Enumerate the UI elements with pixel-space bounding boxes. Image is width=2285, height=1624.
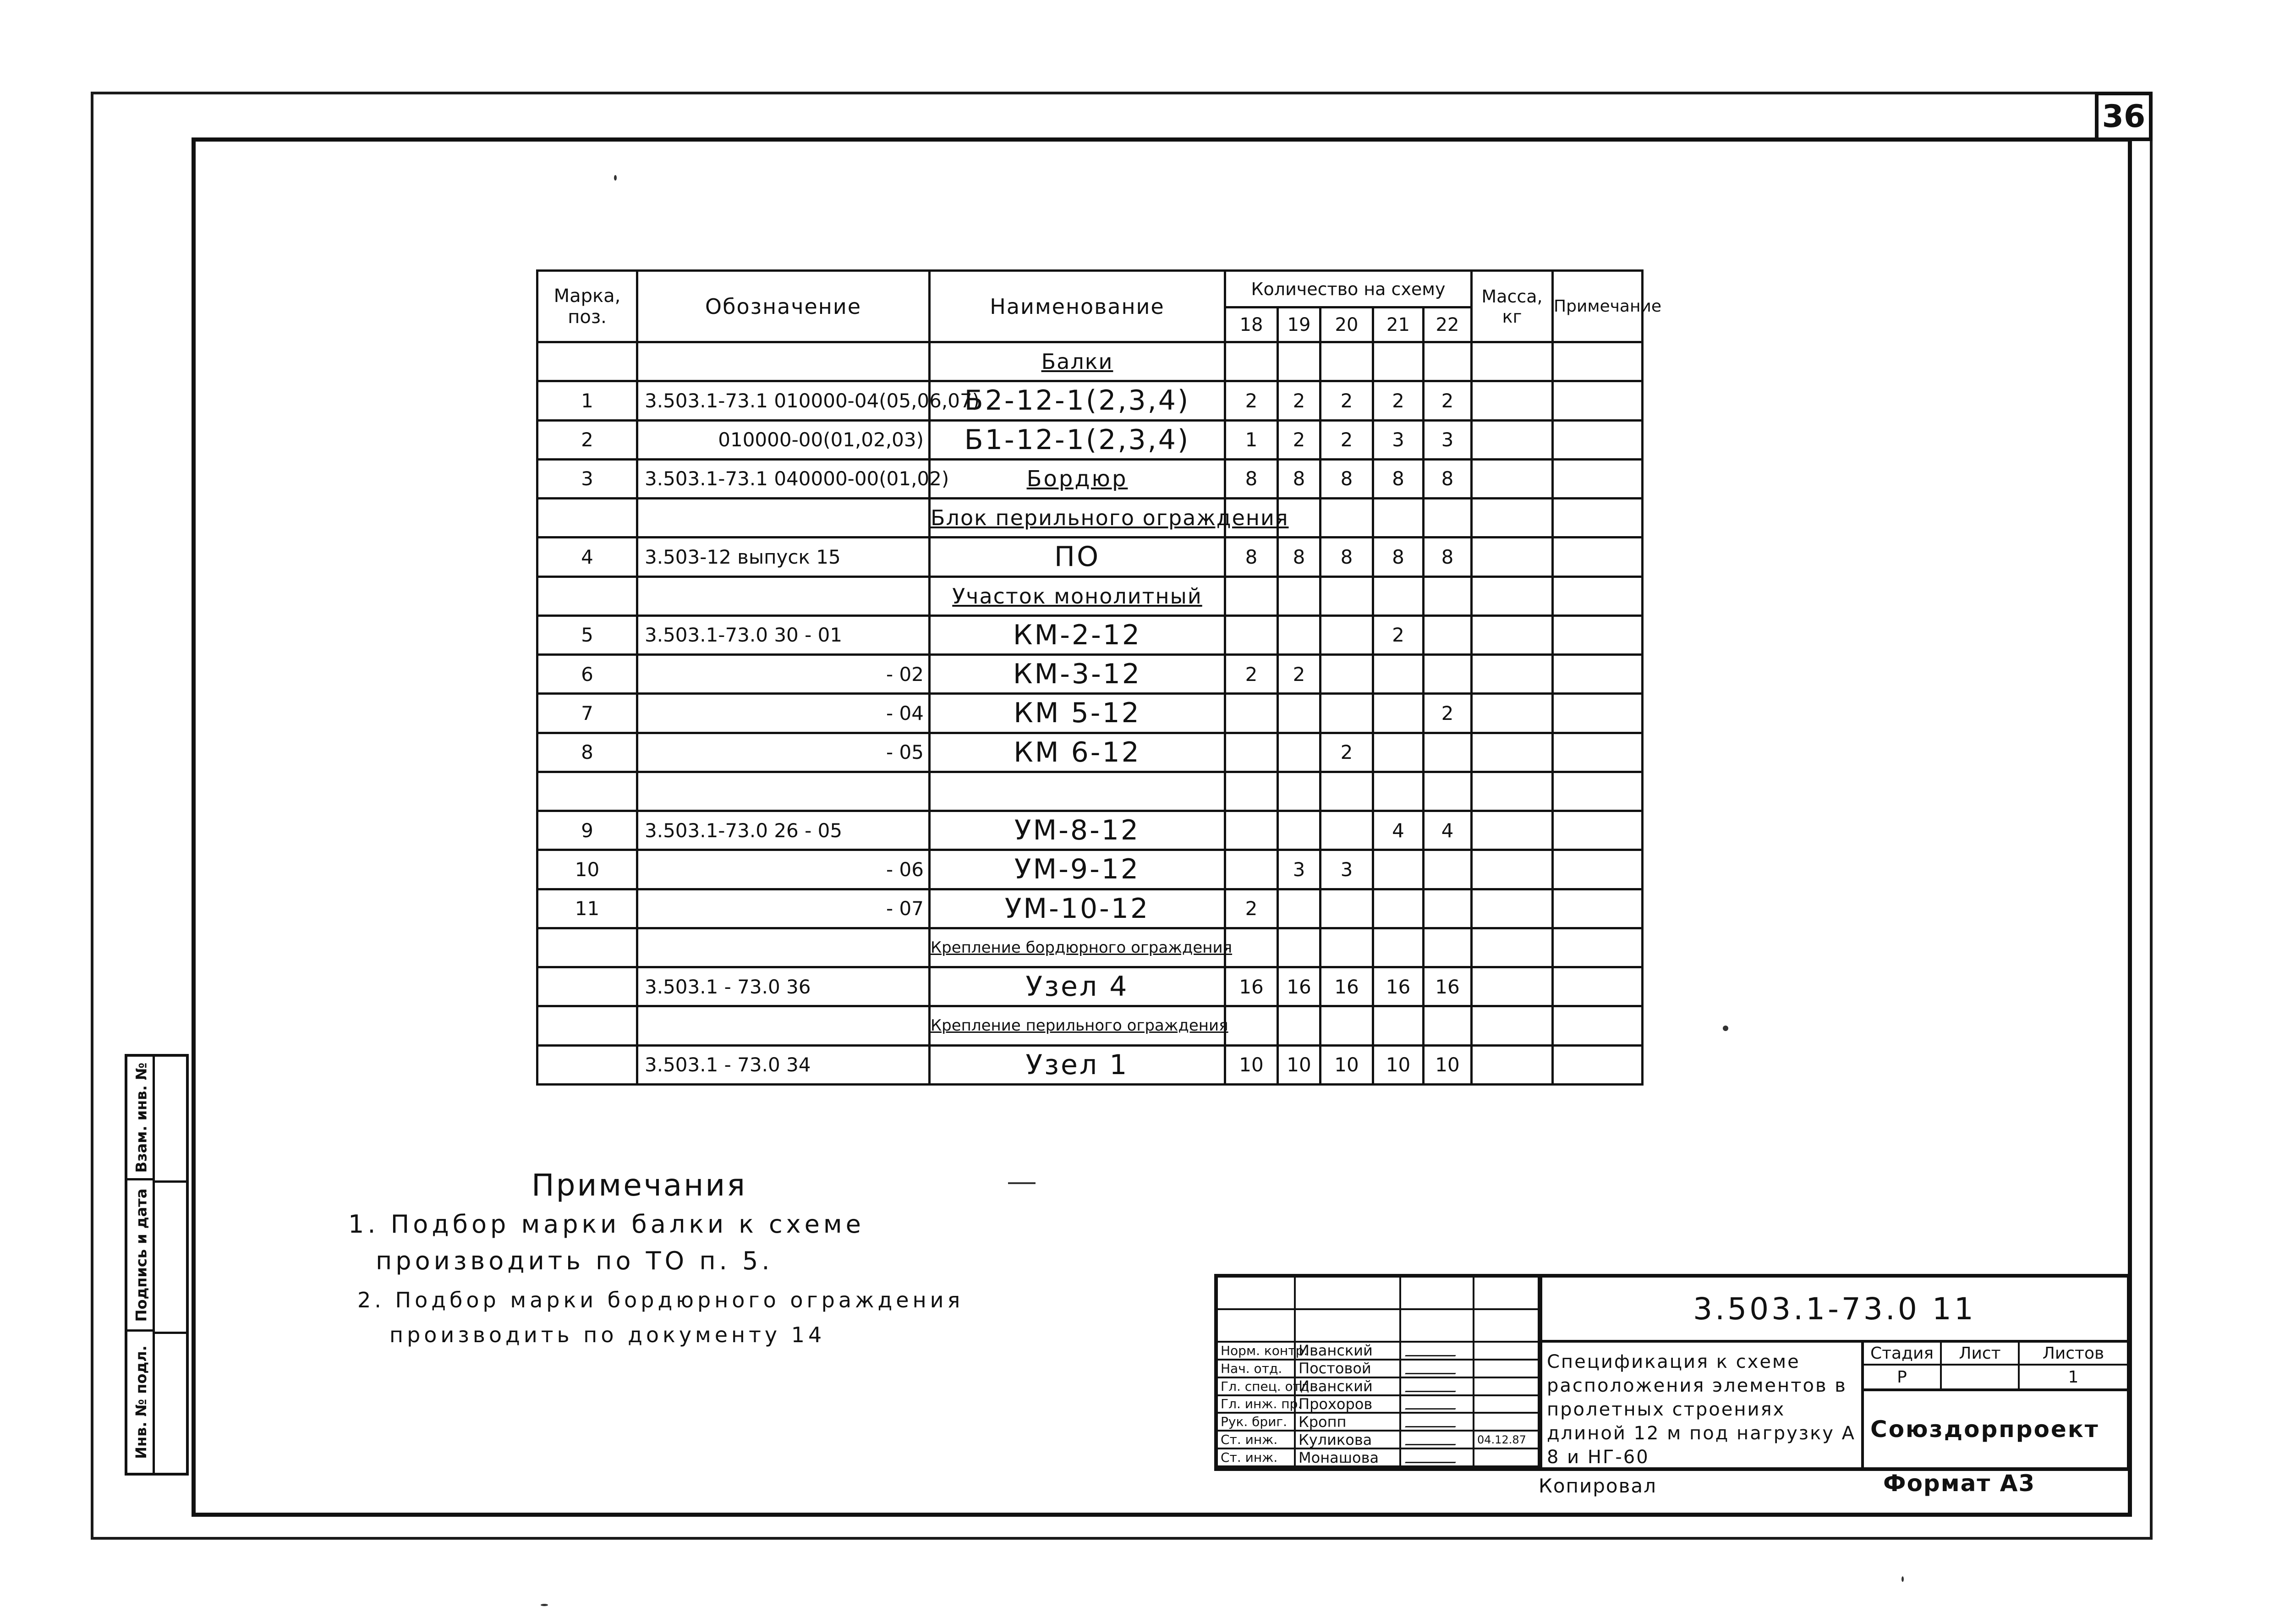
scan-speck bbox=[1901, 1576, 1904, 1582]
signature-row bbox=[1218, 1396, 1540, 1414]
signature-mark bbox=[1401, 1414, 1474, 1430]
note-line: 2. Подбор марки бордюрного ограждения bbox=[357, 1288, 964, 1312]
qty-cell bbox=[1424, 889, 1472, 928]
mass-cell bbox=[1472, 694, 1553, 733]
mass-cell bbox=[1472, 1045, 1553, 1084]
scan-speck bbox=[1723, 1026, 1728, 1031]
mark-cell: 10 bbox=[537, 850, 637, 889]
mark-cell: 6 bbox=[537, 655, 637, 694]
designation-cell: - 06 bbox=[637, 850, 930, 889]
designation-cell: 010000-00(01,02,03) bbox=[637, 420, 930, 459]
mass-cell bbox=[1472, 615, 1553, 654]
qty-cell bbox=[1321, 928, 1373, 967]
sheets-label: Листов bbox=[2020, 1343, 2127, 1366]
note-cell bbox=[1553, 1006, 1643, 1045]
name-cell: Бордюр bbox=[930, 459, 1225, 498]
qty-cell bbox=[1424, 928, 1472, 967]
name-cell: УМ-9-12 bbox=[930, 850, 1225, 889]
note-cell bbox=[1553, 850, 1643, 889]
qty-cell: 2 bbox=[1225, 655, 1278, 694]
empty-cell bbox=[537, 772, 637, 811]
header-quantity: Количество на схему bbox=[1225, 271, 1472, 307]
signature-mark bbox=[1401, 1343, 1474, 1359]
qty-cell: 8 bbox=[1278, 459, 1321, 498]
signature-row bbox=[1218, 1414, 1540, 1432]
qty-cell bbox=[1373, 694, 1424, 733]
qty-cell bbox=[1321, 694, 1373, 733]
signature-mark bbox=[1401, 1361, 1474, 1377]
mass-cell bbox=[1472, 967, 1553, 1006]
section-title: Блок перильного ограждения bbox=[930, 499, 1225, 538]
handwritten-signature bbox=[1405, 1345, 1461, 1356]
qty-cell: 3 bbox=[1278, 850, 1321, 889]
qty-cell: 1 bbox=[1225, 420, 1278, 459]
handwritten-signature bbox=[1405, 1416, 1461, 1427]
mark-cell bbox=[537, 1045, 637, 1084]
designation-cell: - 02 bbox=[637, 655, 930, 694]
empty-cell bbox=[930, 772, 1225, 811]
designation-cell bbox=[637, 499, 930, 538]
signature-empty-row bbox=[1218, 1278, 1540, 1310]
qty-cell: 16 bbox=[1424, 967, 1472, 1006]
scan-speck bbox=[614, 175, 617, 181]
section-title: Участок монолитный bbox=[930, 576, 1225, 615]
signature-row bbox=[1218, 1361, 1540, 1378]
designation-cell bbox=[637, 576, 930, 615]
note-cell bbox=[1553, 381, 1643, 420]
signature-role: Нач. отд. bbox=[1218, 1361, 1296, 1377]
section-title: Балки bbox=[930, 342, 1225, 381]
qty-cell bbox=[1278, 1006, 1321, 1045]
stage-label: Стадия bbox=[1864, 1343, 1942, 1366]
name-cell: ПО bbox=[930, 538, 1225, 576]
qty-cell bbox=[1373, 499, 1424, 538]
mark-cell bbox=[537, 342, 637, 381]
mass-cell bbox=[1472, 459, 1553, 498]
mark-cell: 4 bbox=[537, 538, 637, 576]
mass-cell bbox=[1472, 499, 1553, 538]
qty-cell bbox=[1278, 342, 1321, 381]
signature-empty-row bbox=[1218, 1310, 1540, 1343]
signature-row bbox=[1218, 1449, 1540, 1467]
qty-cell bbox=[1321, 576, 1373, 615]
qty-cell: 8 bbox=[1321, 538, 1373, 576]
signature-role: Норм. контр. bbox=[1218, 1343, 1296, 1359]
sheet-value bbox=[1942, 1366, 2020, 1388]
mark-cell: 7 bbox=[537, 694, 637, 733]
designation-cell: 3.503.1 - 73.0 36 bbox=[637, 967, 930, 1006]
empty-cell bbox=[1225, 772, 1278, 811]
scan-speck bbox=[1008, 1182, 1036, 1184]
designation-cell: 3.503.1 - 73.0 34 bbox=[637, 1045, 930, 1084]
table-row bbox=[537, 694, 1643, 733]
qty-cell: 16 bbox=[1225, 967, 1278, 1006]
qty-cell bbox=[1278, 928, 1321, 967]
qty-cell bbox=[1278, 694, 1321, 733]
qty-cell: 16 bbox=[1278, 967, 1321, 1006]
signature-name: Кропп bbox=[1296, 1414, 1401, 1430]
designation-cell bbox=[637, 342, 930, 381]
qty-cell: 2 bbox=[1278, 655, 1321, 694]
format-label: Формат А3 bbox=[1883, 1470, 2036, 1497]
signature-mark bbox=[1401, 1396, 1474, 1412]
qty-cell: 8 bbox=[1321, 459, 1373, 498]
qty-cell: 8 bbox=[1225, 459, 1278, 498]
header-designation: Обозначение bbox=[637, 271, 930, 342]
signature-mark bbox=[1401, 1432, 1474, 1448]
qty-cell: 4 bbox=[1424, 811, 1472, 850]
section-title: Крепление бордюрного ограждения bbox=[930, 928, 1225, 967]
qty-cell bbox=[1373, 655, 1424, 694]
qty-cell: 2 bbox=[1373, 615, 1424, 654]
qty-cell bbox=[1424, 655, 1472, 694]
name-cell: Б2-12-1(2,3,4) bbox=[930, 381, 1225, 420]
qty-cell bbox=[1278, 615, 1321, 654]
section-row bbox=[537, 499, 1643, 538]
mark-cell: 2 bbox=[537, 420, 637, 459]
name-cell: Б1-12-1(2,3,4) bbox=[930, 420, 1225, 459]
mark-cell: 1 bbox=[537, 381, 637, 420]
qty-cell: 16 bbox=[1373, 967, 1424, 1006]
signature-date bbox=[1474, 1343, 1540, 1359]
mark-cell bbox=[537, 499, 637, 538]
header-mark: Марка, поз. bbox=[537, 271, 637, 342]
signature-name: Прохоров bbox=[1296, 1396, 1401, 1412]
mass-cell bbox=[1472, 850, 1553, 889]
document-description: Спецификация к схеме расположения элементов в пролетных строениях длиной 12 м под нагрузку А 8 и НГ-60 bbox=[1540, 1343, 1864, 1467]
qty-cell bbox=[1321, 499, 1373, 538]
designation-cell: 3.503.1-73.1 040000-00(01,02) bbox=[637, 459, 930, 498]
mark-cell bbox=[537, 1006, 637, 1045]
empty-cell bbox=[1278, 772, 1321, 811]
designation-cell: 3.503-12 выпуск 15 bbox=[637, 538, 930, 576]
mark-cell: 3 bbox=[537, 459, 637, 498]
table-row bbox=[537, 811, 1643, 850]
qty-cell bbox=[1278, 889, 1321, 928]
qty-cell: 16 bbox=[1321, 967, 1373, 1006]
qty-cell: 2 bbox=[1424, 694, 1472, 733]
note-cell bbox=[1553, 694, 1643, 733]
qty-cell bbox=[1424, 733, 1472, 772]
mark-cell: 11 bbox=[537, 889, 637, 928]
qty-cell: 3 bbox=[1424, 420, 1472, 459]
qty-cell bbox=[1424, 615, 1472, 654]
header-scheme-22: 22 bbox=[1424, 307, 1472, 342]
name-cell: КМ 6-12 bbox=[930, 733, 1225, 772]
table-row bbox=[537, 381, 1643, 420]
note-cell bbox=[1553, 967, 1643, 1006]
qty-cell bbox=[1225, 576, 1278, 615]
qty-cell: 4 bbox=[1373, 811, 1424, 850]
signature-date bbox=[1474, 1396, 1540, 1412]
side-stamp-cell: Взам. инв. № bbox=[127, 1057, 155, 1180]
handwritten-signature bbox=[1405, 1363, 1461, 1374]
side-stamp-cell: Инв. № подл. bbox=[132, 1345, 150, 1459]
signature-name: Монашова bbox=[1296, 1449, 1401, 1465]
section-title: Крепление перильного ограждения bbox=[930, 1006, 1225, 1045]
designation-cell: 3.503.1-73.1 010000-04(05,06,07) bbox=[637, 381, 930, 420]
qty-cell: 2 bbox=[1373, 381, 1424, 420]
qty-cell bbox=[1225, 850, 1278, 889]
signature-role: Гл. спец. отд. bbox=[1218, 1378, 1296, 1394]
designation-cell bbox=[637, 928, 930, 967]
signature-date bbox=[1474, 1449, 1540, 1465]
mark-cell bbox=[537, 928, 637, 967]
table-row bbox=[537, 1045, 1643, 1084]
empty-cell bbox=[1373, 772, 1424, 811]
header-scheme-18: 18 bbox=[1225, 307, 1278, 342]
qty-cell bbox=[1373, 889, 1424, 928]
qty-cell bbox=[1373, 1006, 1424, 1045]
table-row bbox=[537, 420, 1643, 459]
name-cell: КМ-2-12 bbox=[930, 615, 1225, 654]
document-code: 3.503.1-73.0 11 bbox=[1540, 1278, 2127, 1343]
name-cell: КМ-3-12 bbox=[930, 655, 1225, 694]
signature-date bbox=[1474, 1378, 1540, 1394]
mass-cell bbox=[1472, 655, 1553, 694]
name-cell: УМ-8-12 bbox=[930, 811, 1225, 850]
qty-cell: 2 bbox=[1225, 889, 1278, 928]
sheets-value: 1 bbox=[2068, 1367, 2079, 1387]
empty-cell bbox=[637, 772, 930, 811]
qty-cell: 8 bbox=[1373, 538, 1424, 576]
handwritten-signature bbox=[1405, 1381, 1461, 1392]
mass-cell bbox=[1472, 381, 1553, 420]
signature-row bbox=[1218, 1343, 1540, 1361]
note-line: производить по документу 14 bbox=[389, 1322, 826, 1347]
handwritten-signature bbox=[1405, 1452, 1461, 1463]
note-cell bbox=[1553, 538, 1643, 576]
note-line: 1. Подбор марки балки к схеме bbox=[348, 1210, 865, 1239]
section-row bbox=[537, 1006, 1643, 1045]
qty-cell bbox=[1424, 1006, 1472, 1045]
note-cell bbox=[1553, 1045, 1643, 1084]
note-cell bbox=[1553, 615, 1643, 654]
mark-cell: 8 bbox=[537, 733, 637, 772]
mass-cell bbox=[1472, 342, 1553, 381]
signature-role: Гл. инж. пр. bbox=[1218, 1396, 1296, 1412]
specification-table bbox=[536, 269, 1662, 1086]
qty-cell: 10 bbox=[1278, 1045, 1321, 1084]
name-cell: УМ-10-12 bbox=[930, 889, 1225, 928]
header-mass: Масса, кг bbox=[1472, 271, 1553, 342]
empty-cell bbox=[1472, 772, 1553, 811]
empty-cell bbox=[1553, 772, 1643, 811]
sheet-label: Лист bbox=[1942, 1343, 2020, 1366]
signature-role: Ст. инж. bbox=[1218, 1449, 1296, 1465]
qty-cell: 2 bbox=[1321, 733, 1373, 772]
sheet-number: 36 bbox=[2095, 92, 2153, 141]
signature-mark bbox=[1401, 1449, 1474, 1465]
note-cell bbox=[1553, 499, 1643, 538]
mass-cell bbox=[1472, 811, 1553, 850]
signature-date bbox=[1474, 1361, 1540, 1377]
signature-mark bbox=[1401, 1378, 1474, 1394]
signature-date bbox=[1474, 1414, 1540, 1430]
qty-cell bbox=[1225, 811, 1278, 850]
note-cell bbox=[1553, 576, 1643, 615]
designation-cell: - 07 bbox=[637, 889, 930, 928]
table-row bbox=[537, 889, 1643, 928]
qty-cell bbox=[1321, 889, 1373, 928]
qty-cell bbox=[1373, 850, 1424, 889]
signature-name: Иванский bbox=[1296, 1343, 1401, 1359]
header-scheme-21: 21 bbox=[1373, 307, 1424, 342]
signature-name: Куликова bbox=[1296, 1432, 1401, 1448]
signature-role: Ст. инж. bbox=[1218, 1432, 1296, 1448]
note-cell bbox=[1553, 889, 1643, 928]
header-scheme-19: 19 bbox=[1278, 307, 1321, 342]
qty-cell bbox=[1373, 342, 1424, 381]
qty-cell: 2 bbox=[1225, 381, 1278, 420]
table-row bbox=[537, 459, 1643, 498]
qty-cell: 8 bbox=[1424, 538, 1472, 576]
signature-row bbox=[1218, 1432, 1540, 1449]
qty-cell bbox=[1373, 733, 1424, 772]
table-row bbox=[537, 733, 1643, 772]
side-stamp bbox=[125, 1054, 189, 1476]
qty-cell bbox=[1424, 342, 1472, 381]
note-cell bbox=[1553, 420, 1643, 459]
qty-cell: 2 bbox=[1278, 420, 1321, 459]
designation-cell: 3.503.1-73.0 26 - 05 bbox=[637, 811, 930, 850]
qty-cell: 10 bbox=[1225, 1045, 1278, 1084]
signature-table bbox=[1218, 1278, 1540, 1467]
signature-name: Постовой bbox=[1296, 1361, 1401, 1377]
qty-cell: 10 bbox=[1373, 1045, 1424, 1084]
qty-cell: 3 bbox=[1321, 850, 1373, 889]
stage-value: Р bbox=[1864, 1366, 1942, 1388]
name-cell: Узел 4 bbox=[930, 967, 1225, 1006]
qty-cell: 2 bbox=[1278, 381, 1321, 420]
designation-cell: 3.503.1-73.0 30 - 01 bbox=[637, 615, 930, 654]
mass-cell bbox=[1472, 928, 1553, 967]
mass-cell bbox=[1472, 889, 1553, 928]
note-cell bbox=[1553, 928, 1643, 967]
qty-cell bbox=[1373, 928, 1424, 967]
table-row bbox=[537, 772, 1643, 811]
section-row bbox=[537, 576, 1643, 615]
designation-cell: - 05 bbox=[637, 733, 930, 772]
side-stamp-cell: Подпись и дата bbox=[127, 1180, 155, 1332]
qty-cell bbox=[1278, 811, 1321, 850]
header-note: Примечание bbox=[1553, 271, 1643, 342]
qty-cell: 8 bbox=[1424, 459, 1472, 498]
qty-cell bbox=[1321, 655, 1373, 694]
mass-cell bbox=[1472, 538, 1553, 576]
qty-cell bbox=[1321, 342, 1373, 381]
scan-speck bbox=[541, 1604, 548, 1606]
qty-cell: 8 bbox=[1373, 459, 1424, 498]
mass-cell bbox=[1472, 733, 1553, 772]
mark-cell bbox=[537, 967, 637, 1006]
section-row bbox=[537, 342, 1643, 381]
note-cell bbox=[1553, 459, 1643, 498]
table-row bbox=[537, 655, 1643, 694]
stage-block bbox=[1864, 1343, 2127, 1388]
qty-cell bbox=[1321, 811, 1373, 850]
qty-cell bbox=[1424, 576, 1472, 615]
qty-cell: 10 bbox=[1321, 1045, 1373, 1084]
table-row bbox=[537, 538, 1643, 576]
note-cell bbox=[1553, 811, 1643, 850]
qty-cell bbox=[1278, 576, 1321, 615]
table-row bbox=[537, 615, 1643, 654]
header-name: Наименование bbox=[930, 271, 1225, 342]
qty-cell: 8 bbox=[1278, 538, 1321, 576]
qty-cell bbox=[1373, 576, 1424, 615]
mass-cell bbox=[1472, 1006, 1553, 1045]
empty-cell bbox=[1321, 772, 1373, 811]
qty-cell bbox=[1225, 342, 1278, 381]
qty-cell bbox=[1424, 850, 1472, 889]
notes-title: Примечания bbox=[532, 1168, 747, 1203]
designation-cell: - 04 bbox=[637, 694, 930, 733]
qty-cell: 2 bbox=[1424, 381, 1472, 420]
signature-row bbox=[1218, 1378, 1540, 1396]
handwritten-signature bbox=[1405, 1434, 1461, 1445]
name-cell: Узел 1 bbox=[930, 1045, 1225, 1084]
qty-cell bbox=[1321, 615, 1373, 654]
qty-cell: 2 bbox=[1321, 381, 1373, 420]
empty-cell bbox=[1424, 772, 1472, 811]
qty-cell bbox=[1225, 733, 1278, 772]
note-line: производить по ТО п. 5. bbox=[376, 1246, 773, 1275]
qty-cell: 2 bbox=[1321, 420, 1373, 459]
copied-by-label: Копировал bbox=[1539, 1475, 1657, 1497]
mark-cell: 5 bbox=[537, 615, 637, 654]
mark-cell: 9 bbox=[537, 811, 637, 850]
qty-cell bbox=[1278, 733, 1321, 772]
section-row bbox=[537, 928, 1643, 967]
designation-cell bbox=[637, 1006, 930, 1045]
title-block bbox=[1214, 1274, 2131, 1471]
qty-cell: 8 bbox=[1225, 538, 1278, 576]
qty-cell bbox=[1424, 499, 1472, 538]
qty-cell bbox=[1225, 694, 1278, 733]
handwritten-signature bbox=[1405, 1398, 1461, 1410]
signature-name: Иванский bbox=[1296, 1378, 1401, 1394]
name-cell: КМ 5-12 bbox=[930, 694, 1225, 733]
header-scheme-20: 20 bbox=[1321, 307, 1373, 342]
table-row bbox=[537, 850, 1643, 889]
signature-role: Рук. бриг. bbox=[1218, 1414, 1296, 1430]
qty-cell bbox=[1321, 1006, 1373, 1045]
qty-cell bbox=[1225, 1006, 1278, 1045]
table-row bbox=[537, 967, 1643, 1006]
qty-cell bbox=[1225, 928, 1278, 967]
note-cell bbox=[1553, 733, 1643, 772]
qty-cell: 10 bbox=[1424, 1045, 1472, 1084]
qty-cell bbox=[1225, 615, 1278, 654]
note-cell bbox=[1553, 655, 1643, 694]
mark-cell bbox=[537, 576, 637, 615]
organization: Союздорпроект bbox=[1864, 1388, 2127, 1467]
mass-cell bbox=[1472, 420, 1553, 459]
note-cell bbox=[1553, 342, 1643, 381]
mass-cell bbox=[1472, 576, 1553, 615]
qty-cell: 3 bbox=[1373, 420, 1424, 459]
signature-date: 04.12.87 bbox=[1474, 1432, 1540, 1448]
